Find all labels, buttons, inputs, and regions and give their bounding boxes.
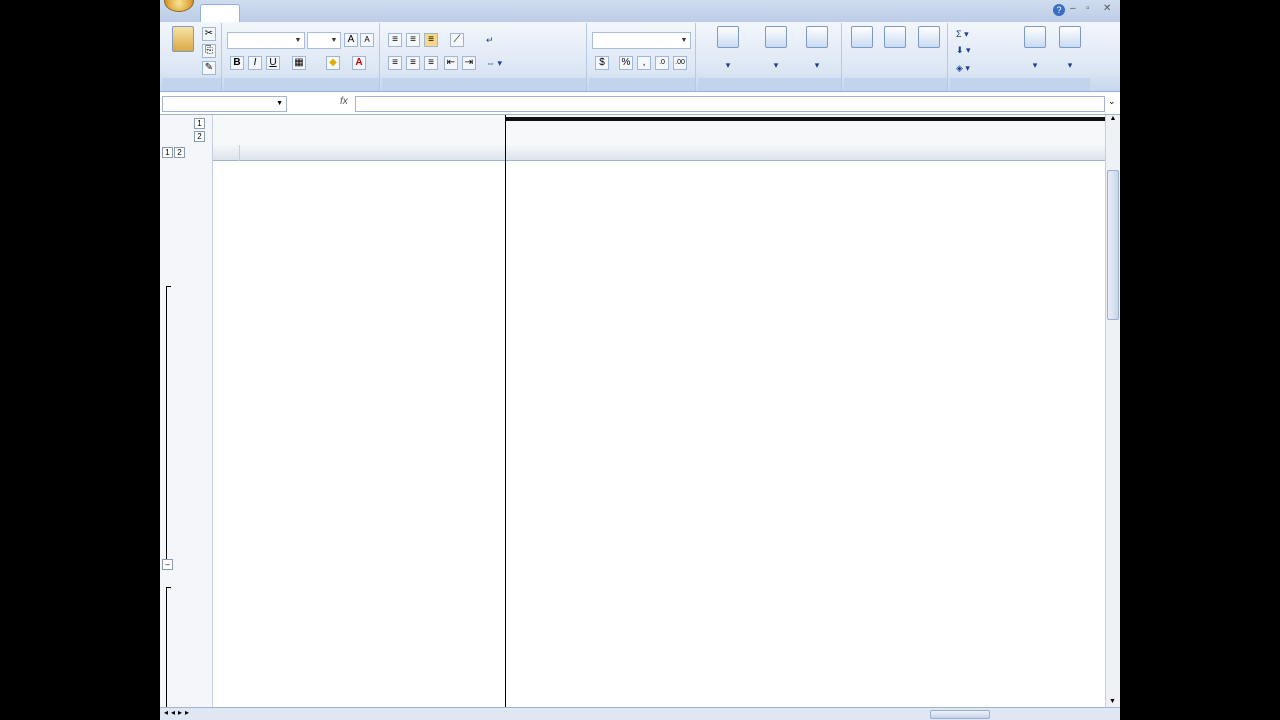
wrap-text-icon: ↵ xyxy=(486,35,494,45)
eraser-icon: ◈ xyxy=(956,63,966,73)
tab-review[interactable] xyxy=(472,4,512,22)
scroll-up-icon[interactable]: ▲ xyxy=(1109,115,1117,122)
group-font xyxy=(224,23,380,91)
wrap-text-button[interactable] xyxy=(486,33,494,47)
formula-bar xyxy=(160,93,1120,115)
tab-insert[interactable] xyxy=(248,4,283,22)
expand-formula-icon[interactable]: ⌄ xyxy=(1108,96,1116,106)
cell-styles-button[interactable]: ▾ xyxy=(798,26,836,70)
shrink-font-icon[interactable]: A xyxy=(360,33,374,47)
fill-down-icon: ⬇ xyxy=(956,45,967,55)
number-label xyxy=(589,78,695,91)
font-size-select[interactable] xyxy=(307,32,341,49)
editing-label xyxy=(950,78,1090,91)
align-right-icon[interactable]: ≡ xyxy=(424,56,438,70)
orientation-icon[interactable]: ⟋ xyxy=(450,33,464,47)
scroll-down-icon[interactable]: ▼ xyxy=(1109,698,1116,705)
fx-icon[interactable]: fx xyxy=(340,96,348,107)
outline-row-level-2[interactable]: 2 xyxy=(194,131,205,142)
cells-label xyxy=(844,78,947,91)
alignment-label xyxy=(382,78,586,91)
paste-icon xyxy=(172,26,194,52)
underline-icon[interactable]: U xyxy=(266,56,280,70)
delete-cells-button[interactable] xyxy=(879,26,911,50)
currency-icon[interactable]: $ xyxy=(595,56,609,70)
freeze-pane-line xyxy=(505,115,506,707)
font-label xyxy=(224,78,379,91)
sheet-tab-bar xyxy=(160,707,1120,720)
outline-row-level-1[interactable]: 1 xyxy=(194,118,205,129)
font-color-icon[interactable]: A xyxy=(352,56,366,70)
find-select-button[interactable]: ▾ xyxy=(1052,26,1088,70)
format-as-table-button[interactable]: ▾ xyxy=(756,26,796,70)
comma-icon[interactable]: , xyxy=(637,56,651,70)
group-cells xyxy=(844,23,948,91)
fill-button[interactable]: ⬇ ▾ xyxy=(956,45,971,55)
tab-data[interactable] xyxy=(428,4,462,22)
left-margin xyxy=(0,0,160,720)
merge-icon: ⇔ xyxy=(486,58,498,68)
clipboard-label xyxy=(162,78,221,91)
font-name-select[interactable] xyxy=(227,32,305,49)
conditional-formatting-button[interactable]: ▾ xyxy=(700,26,756,70)
office-button-icon[interactable] xyxy=(164,0,194,12)
chevron-down-icon: ▼ xyxy=(330,37,338,44)
collapse-icon[interactable]: – xyxy=(162,559,173,570)
align-top-icon[interactable]: ≡ xyxy=(388,33,402,47)
tab-home[interactable] xyxy=(200,4,240,22)
insert-cells-icon xyxy=(851,26,873,48)
vertical-scrollbar[interactable] xyxy=(1105,115,1120,707)
group-editing xyxy=(950,23,1090,91)
bold-icon[interactable]: B xyxy=(230,56,244,70)
fill-color-icon[interactable]: ◆ xyxy=(326,56,340,70)
increase-decimal-icon[interactable]: .0 xyxy=(655,56,669,70)
chevron-down-icon: ▼ xyxy=(680,37,688,44)
align-bottom-icon[interactable]: ≡ xyxy=(424,33,438,47)
vertical-scroll-thumb[interactable] xyxy=(1107,170,1119,320)
help-icon[interactable]: ? xyxy=(1053,4,1065,16)
align-center-icon[interactable]: ≡ xyxy=(406,56,420,70)
decrease-decimal-icon[interactable]: .00 xyxy=(673,56,687,70)
italic-icon[interactable]: I xyxy=(248,56,262,70)
borders-icon[interactable]: ▦ xyxy=(292,56,306,70)
ribbon-tab-bar xyxy=(160,0,1120,22)
cell-styles-icon xyxy=(806,26,828,48)
grow-font-icon[interactable]: A xyxy=(344,33,358,47)
horizontal-scroll-thumb[interactable] xyxy=(930,710,990,719)
autosum-button[interactable]: Σ ▾ xyxy=(956,29,969,39)
outline-level-2[interactable]: 2 xyxy=(174,147,185,158)
binoculars-icon xyxy=(1059,26,1081,48)
format-table-icon xyxy=(765,26,787,48)
group-clipboard xyxy=(162,23,222,91)
copy-icon[interactable]: ⎘ xyxy=(202,44,216,58)
format-painter-icon[interactable]: ✎ xyxy=(202,61,216,75)
cut-icon[interactable]: ✂ xyxy=(202,27,216,41)
tab-formulas[interactable] xyxy=(368,4,416,22)
outline-bracket xyxy=(166,286,171,562)
tab-page-layout[interactable] xyxy=(295,4,357,22)
tab-add-ins[interactable] xyxy=(565,4,610,22)
select-all-corner[interactable] xyxy=(213,145,240,161)
format-cells-icon xyxy=(918,26,940,48)
chevron-down-icon: ▼ xyxy=(294,37,302,44)
decrease-indent-icon[interactable]: ⇤ xyxy=(444,56,458,70)
conditional-formatting-icon xyxy=(717,26,739,48)
increase-indent-icon[interactable]: ⇥ xyxy=(462,56,476,70)
align-middle-icon[interactable]: ≡ xyxy=(406,33,420,47)
sheet-nav-icon[interactable]: ◂◂▸▸ xyxy=(164,708,193,717)
outline-bracket xyxy=(166,587,171,707)
align-left-icon[interactable]: ≡ xyxy=(388,56,402,70)
frozen-outline-bar xyxy=(505,117,1105,121)
percent-icon[interactable]: % xyxy=(619,56,633,70)
group-number xyxy=(589,23,696,91)
tab-view[interactable] xyxy=(522,4,554,22)
sigma-icon: Σ xyxy=(956,29,965,39)
styles-label xyxy=(698,78,841,91)
formula-input[interactable] xyxy=(355,96,1105,112)
group-styles xyxy=(698,23,842,91)
close-icon[interactable]: ✕ xyxy=(1103,3,1112,14)
outline-pane xyxy=(160,115,213,707)
column-headers xyxy=(213,145,1108,161)
delete-cells-icon xyxy=(884,26,906,48)
paste-button[interactable] xyxy=(168,26,198,54)
format-cells-button[interactable] xyxy=(912,26,946,50)
tab-acrobat[interactable] xyxy=(622,4,664,22)
minimize-icon[interactable]: – xyxy=(1070,3,1076,14)
group-alignment xyxy=(382,23,587,91)
sort-filter-button[interactable]: ▾ xyxy=(1018,26,1052,70)
sort-icon xyxy=(1024,26,1046,48)
number-format-select[interactable] xyxy=(592,32,691,49)
ribbon xyxy=(160,22,1120,92)
name-box[interactable] xyxy=(162,96,287,112)
merge-center-button[interactable]: ⇔ ▾ xyxy=(486,58,503,68)
cell-grid[interactable] xyxy=(241,161,1105,707)
outline-level-1[interactable]: 1 xyxy=(162,147,173,158)
insert-cells-button[interactable] xyxy=(846,26,878,50)
chevron-down-icon: ▼ xyxy=(276,100,283,107)
excel-window xyxy=(160,0,1120,720)
right-margin xyxy=(1120,0,1280,720)
clear-button[interactable]: ◈ ▾ xyxy=(956,63,970,73)
restore-icon[interactable]: ▫ xyxy=(1086,3,1090,14)
